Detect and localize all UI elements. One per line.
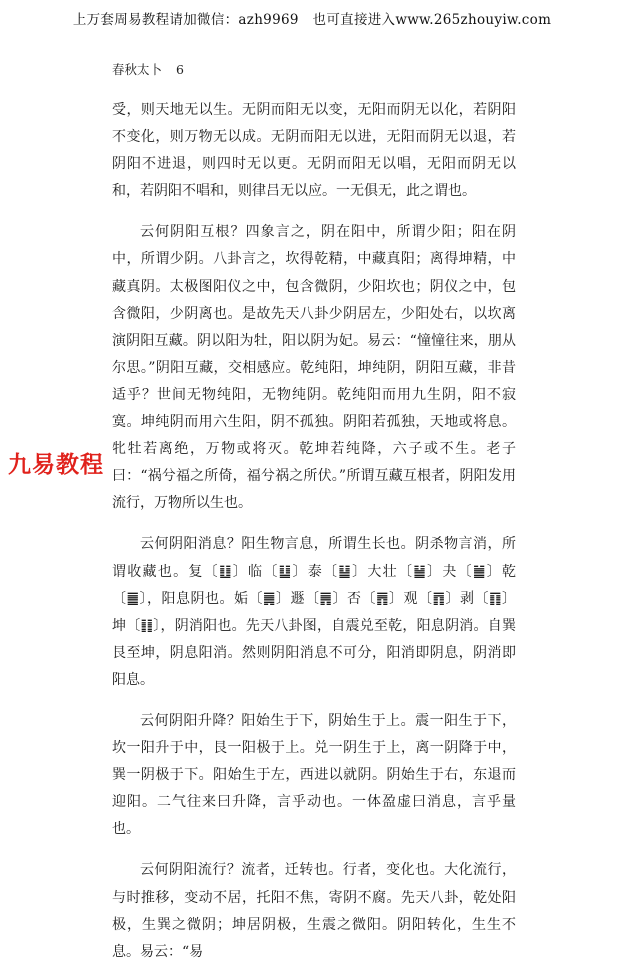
paragraph-rising-falling: 云何阴阳升降？阳始生于下，阴始生于上。震一阳生于下，坎一阳升于中，艮一阳极于上。兑一阴生于上，离一阴降于中，巽一阴极于下。阳始生于左，西进以就阴。阴始生于右，东退而迎阳。二气往来曰升降，言乎动也。一体盈虚曰消息，言乎量也。 bbox=[112, 712, 516, 838]
body-text bbox=[112, 97, 516, 980]
book-title: 春秋太卜 bbox=[112, 62, 163, 77]
paragraph-waxing-waning: 云何阴阳消息？阳生物言息，所谓生长也。阴杀物言消，所谓收藏也。复〔䷗〕临〔䷒〕泰〔䷊〕大壮〔䷡〕夬〔䷪〕乾〔䷀〕，阳息阴也。姤〔䷫〕遯〔䷠〕否〔䷋〕观〔䷓〕剥〔䷖〕坤〔䷁〕，阴消阳也。先天八卦图，自震兑至乾，阳息阴消。自巽艮至坤，阴息阳消。然则阴阳消息不可分，阳消即阴息，阴消即阳息。 bbox=[112, 536, 516, 688]
paragraph-mutual-root: 云何阴阳互根？四象言之，阴在阳中，所谓少阳；阳在阴中，所谓少阴。八卦言之，坎得乾精，中藏真阳；离得坤精，中藏真阴。太极图阳仪之中，包含微阴，少阳坎也；阴仪之中，包含微阳，少阴离也。是故先天八卦少阴居左，少阳处右，以坎离演阴阳互藏。阴以阳为牡，阳以阴为妃。易云：“憧憧往来，朋从尔思。”阴阳互藏，交相感应。乾纯阳，坤纯阴，阴阳互藏，非昔适乎？世间无物纯阳，无物纯阴。乾纯阳而用九生阴，阳不寂寞。坤纯阴而用六生阳，阴不孤独。阴阳若孤独，天地或将息。牝牡若离绝，万物或将灭。乾坤若纯降，六子或不生。老子曰：“祸兮福之所倚，福兮祸之所伏。”所谓互藏互根者，阴阳发用流行，万物所以生也。 bbox=[112, 224, 516, 512]
paragraph-flowing: 云何阴阳流行？流者，迁转也。行者，变化也。大化流行，与时推移，变动不居，托阳不焦，寄阴不腐。先天八卦，乾处阳极，生巽之微阴；坤居阴极，生震之微阳。阴阳转化，生生不息。易云：“易 bbox=[112, 862, 516, 960]
running-header bbox=[112, 60, 184, 78]
promo-banner: 上万套周易教程请加微信：azh9969 也可直接进入www.265zhouyiw.com bbox=[72, 12, 552, 28]
paragraph-continued: 受，则天地无以生。无阴而阳无以变，无阳而阴无以化，若阴阳不变化，则万物无以成。无阴而阳无以进，无阳而阴无以退，若阴阳不进退，则四时无以更。无阴而阳无以唱，无阳而阴无以和，若阴阳不唱和，则律吕无以应。一无俱无，此之谓也。 bbox=[112, 102, 516, 200]
page-number: 6 bbox=[176, 62, 184, 77]
watermark-logo: 九易教程 bbox=[8, 452, 104, 478]
